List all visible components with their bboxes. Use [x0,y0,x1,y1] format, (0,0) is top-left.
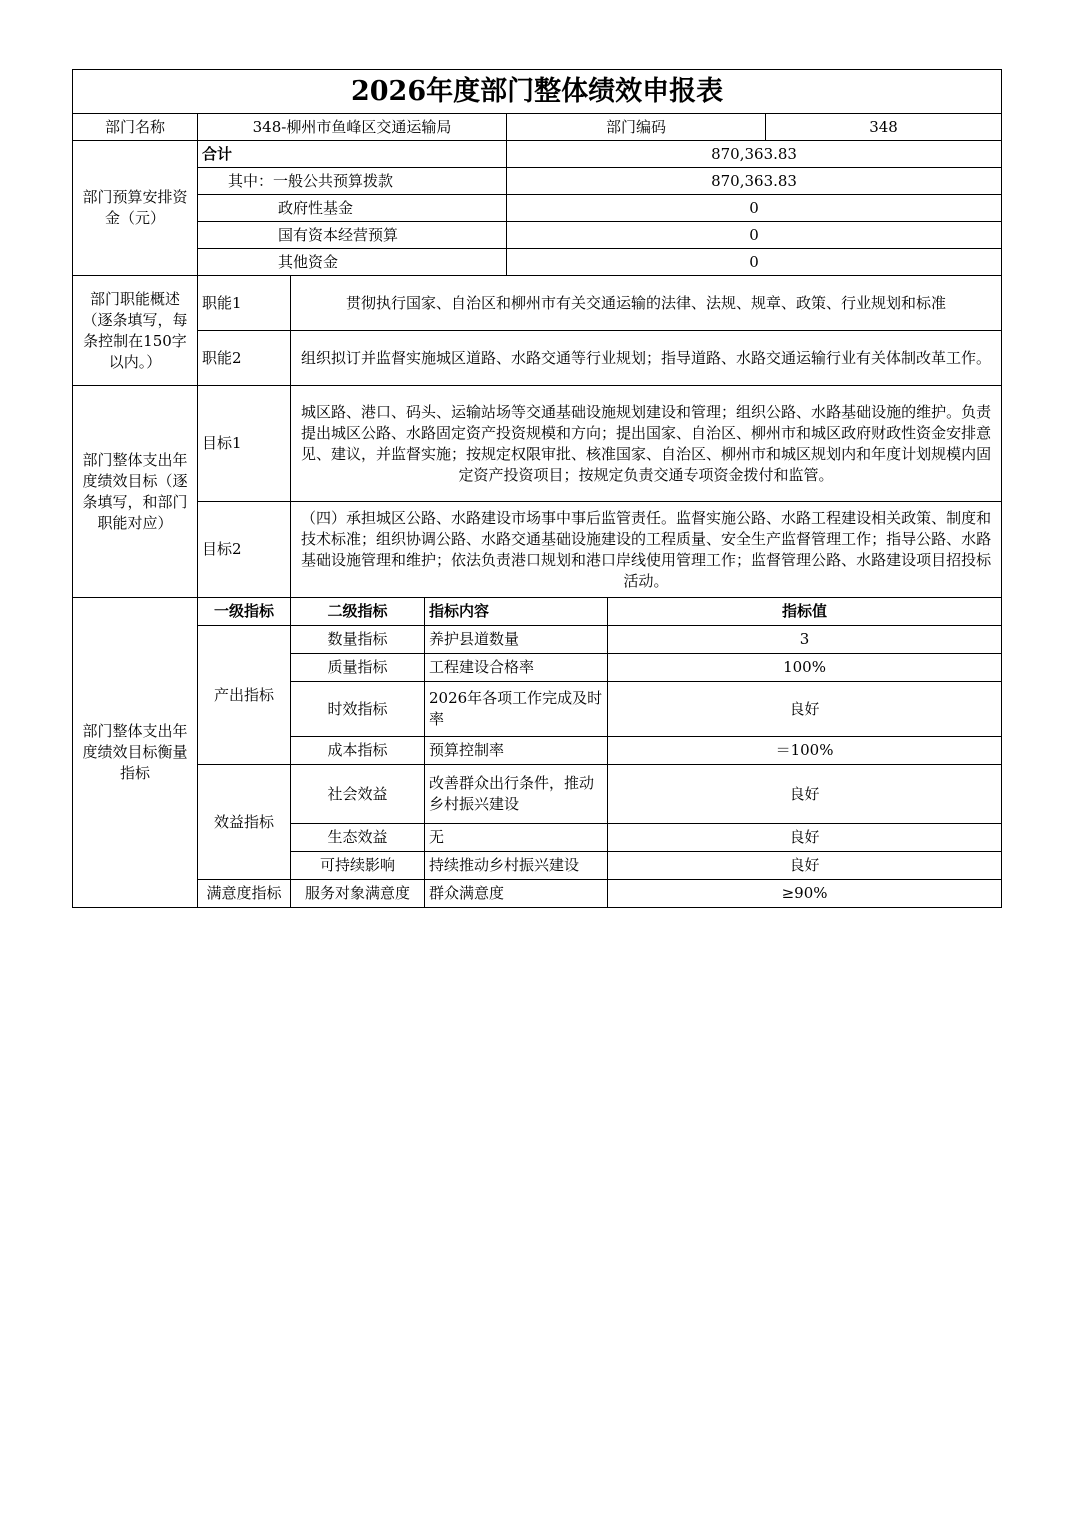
indicator-content: 无 [425,824,608,852]
level1-benefit: 效益指标 [198,765,291,880]
indicator-value: 3 [608,626,1002,654]
indicator-content: 改善群众出行条件，推动乡村振兴建设 [425,765,608,824]
budget-row-label: 其他资金 [198,249,507,276]
budget-row-value: 0 [507,195,1002,222]
header-content: 指标内容 [425,598,608,626]
indicator-content: 群众满意度 [425,880,608,908]
goal-text: （四）承担城区公路、水路建设市场事中事后监管责任。监督实施公路、水路工程建设相关政策、制度和技术标准；组织协调公路、水路交通基础设施建设的工程质量、安全生产监督管理工作；指导公路、水路基础设施管理和维护；依法负责港口规划和港口岸线使用管理工作；监督管理公路、水路建设项目招投标活动。 [291,502,1002,598]
indicator-value: 良好 [608,852,1002,880]
budget-row-value: 0 [507,249,1002,276]
indicator-level2: 数量指标 [291,626,425,654]
indicator-value: ＝100% [608,737,1002,765]
dept-code-label: 部门编码 [507,114,766,141]
dept-name-label: 部门名称 [73,114,198,141]
budget-row-label: 国有资本经营预算 [198,222,507,249]
indicator-level2: 成本指标 [291,737,425,765]
budget-section-label: 部门预算安排资金（元） [73,141,198,276]
budget-row-label: 合计 [198,141,507,168]
goal-label: 目标1 [198,386,291,502]
indicator-level2: 服务对象满意度 [291,880,425,908]
functions-section-label: 部门职能概述（逐条填写，每条控制在150字以内。） [73,276,198,386]
indicator-value: 良好 [608,682,1002,737]
indicators-section-label: 部门整体支出年度绩效目标衡量指标 [73,598,198,908]
indicator-value: 良好 [608,824,1002,852]
goal-label: 目标2 [198,502,291,598]
budget-row-value: 0 [507,222,1002,249]
dept-code-value: 348 [766,114,1002,141]
indicator-content: 工程建设合格率 [425,654,608,682]
performance-declaration-table [72,69,1002,908]
budget-row-value: 870,363.83 [507,141,1002,168]
goal-text: 城区路、港口、码头、运输站场等交通基础设施规划建设和管理；组织公路、水路基础设施的维护。负责提出城区公路、水路固定资产投资规模和方向；提出国家、自治区、柳州市和城区政府财政性资金安排意见、建议，并监督实施；按规定权限审批、核准国家、自治区、柳州市和城区规划内和年度计划规模内固定资产投资项目；按规定负责交通专项资金拨付和监管。 [291,386,1002,502]
function-label: 职能2 [198,331,291,386]
header-value: 指标值 [608,598,1002,626]
indicator-value: ≥90% [608,880,1002,908]
indicator-level2: 社会效益 [291,765,425,824]
indicator-level2: 可持续影响 [291,852,425,880]
indicator-value: 100% [608,654,1002,682]
header-level1: 一级指标 [198,598,291,626]
indicator-level2: 时效指标 [291,682,425,737]
header-level2: 二级指标 [291,598,425,626]
function-text: 贯彻执行国家、自治区和柳州市有关交通运输的法律、法规、规章、政策、行业规划和标准 [291,276,1002,331]
function-label: 职能1 [198,276,291,331]
budget-row-label: 政府性基金 [198,195,507,222]
indicator-value: 良好 [608,765,1002,824]
indicator-content: 2026年各项工作完成及时率 [425,682,608,737]
indicator-content: 预算控制率 [425,737,608,765]
page-title: 2026年度部门整体绩效申报表 [73,70,1002,114]
budget-row-value: 870,363.83 [507,168,1002,195]
indicator-content: 持续推动乡村振兴建设 [425,852,608,880]
indicator-level2: 质量指标 [291,654,425,682]
function-text: 组织拟订并监督实施城区道路、水路交通等行业规划；指导道路、水路交通运输行业有关体制改革工作。 [291,331,1002,386]
level1-output: 产出指标 [198,626,291,765]
level1-satisfaction: 满意度指标 [198,880,291,908]
budget-row-label: 其中：一般公共预算拨款 [198,168,507,195]
goals-section-label: 部门整体支出年度绩效目标（逐条填写，和部门职能对应） [73,386,198,598]
indicator-level2: 生态效益 [291,824,425,852]
indicator-content: 养护县道数量 [425,626,608,654]
dept-name-value: 348-柳州市鱼峰区交通运输局 [198,114,507,141]
